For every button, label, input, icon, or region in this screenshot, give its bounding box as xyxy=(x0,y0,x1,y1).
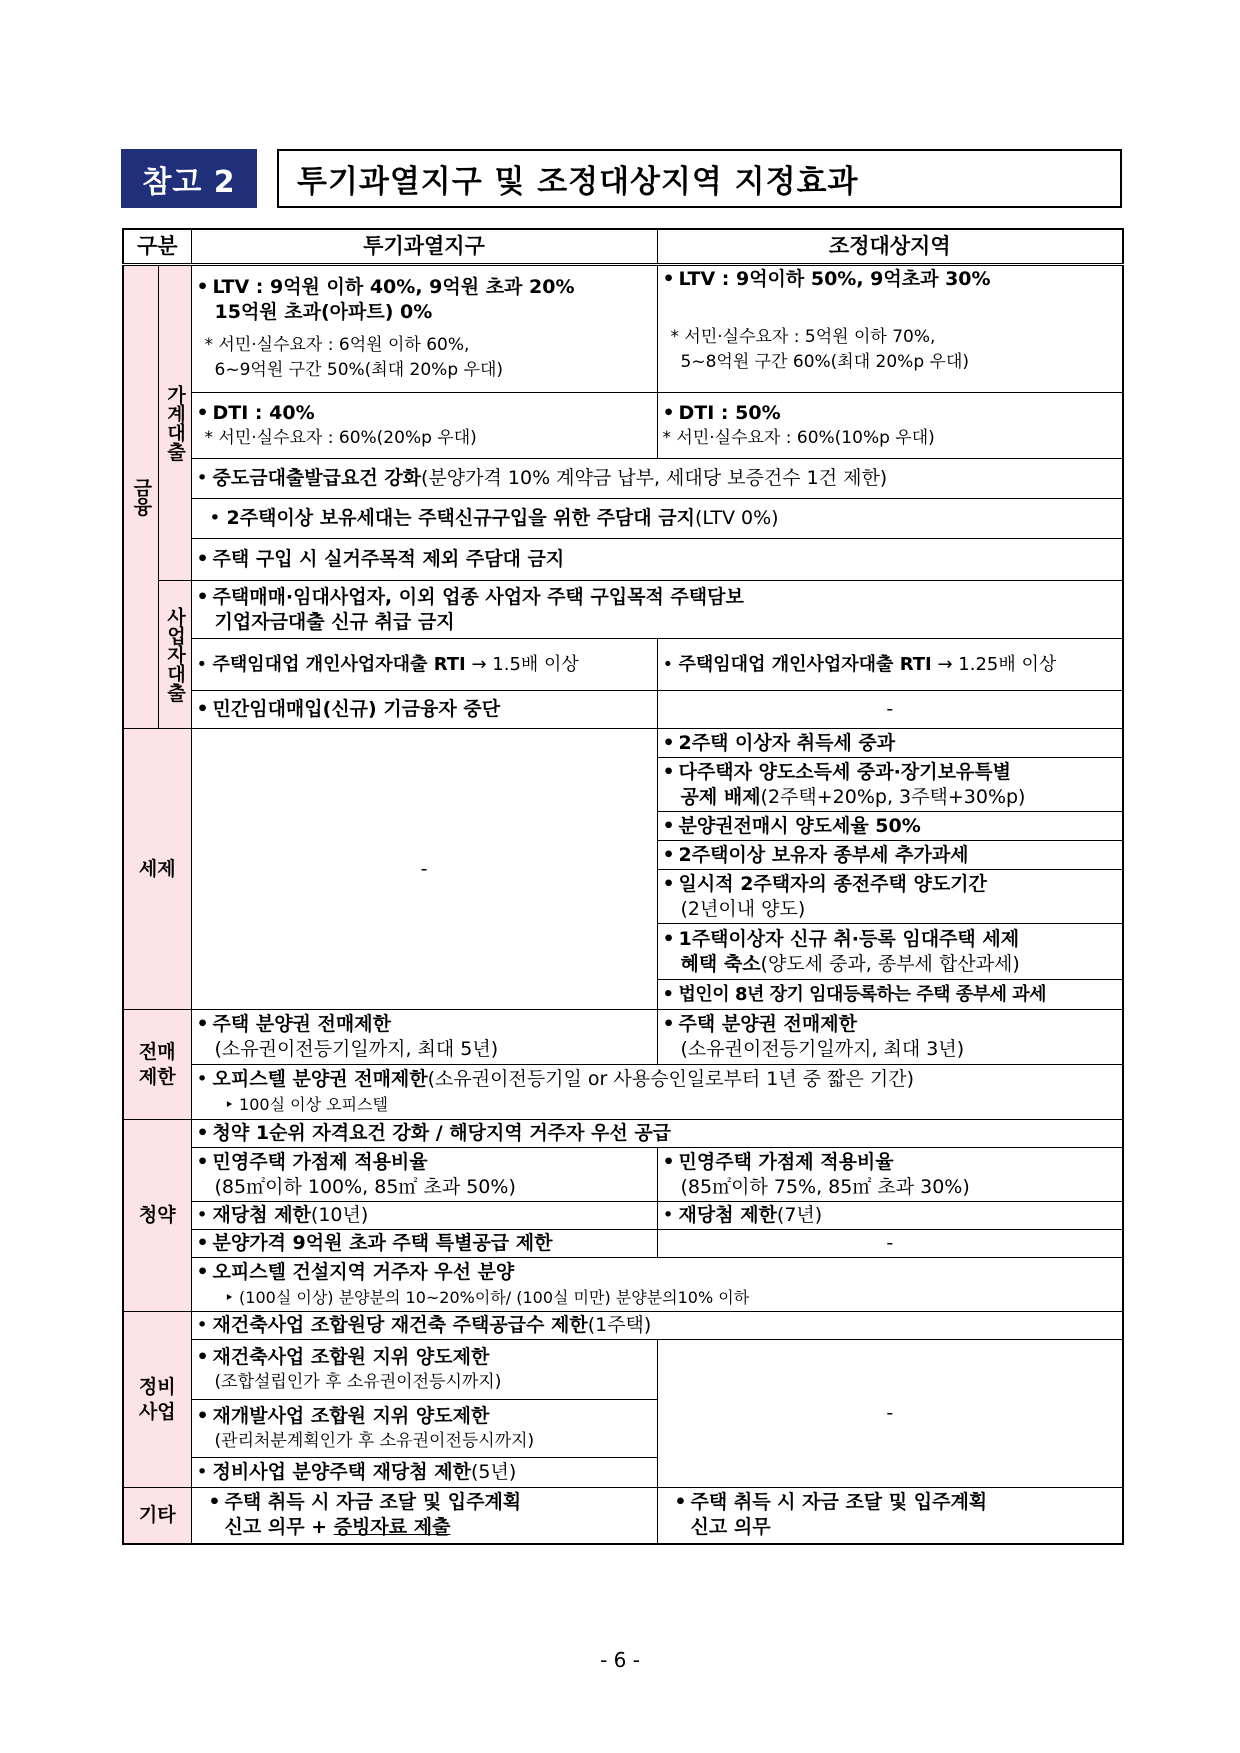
tax-item-2b: 공제 배제 xyxy=(680,785,761,808)
dti-overheated-cell: • DTI : 40% * 서민·실수요자 : 60%(20%p 우대) xyxy=(191,393,657,459)
etc-overheated-evidence: 증빙자료 제출 xyxy=(333,1516,451,1539)
designation-effects-table xyxy=(122,228,1124,1545)
ltv-overheated-note1: * 서민·실수요자 : 6억원 이하 60%, xyxy=(204,335,470,355)
table-row xyxy=(123,539,1123,581)
rebuild-supply-limit-detail: (1주택) xyxy=(587,1314,652,1336)
tax-item-6: 1주택이상자 신규 취·등록 임대주택 세제 xyxy=(678,927,1020,950)
residence-text: 주택 구입 시 실거주목적 제외 주담대 금지 xyxy=(212,548,565,570)
etc-adjusted: 주택 취득 시 자금 조달 및 입주계획 xyxy=(690,1491,988,1514)
private-rent-adjusted: - xyxy=(657,691,1123,729)
rti-adjusted-title: 주택임대업 개인사업자대출 RTI xyxy=(678,654,932,675)
maintenance-rewin-limit: 정비사업 분양주택 재당첨 제한 xyxy=(212,1461,471,1483)
rewin-overheated: 재당첨 제한 xyxy=(212,1204,311,1226)
tax-item: • 일시적 2주택자의 종전주택 양도기간 (2년이내 양도) xyxy=(657,870,1123,924)
two-house-cell: • 2주택이상 보유세대는 주택신규구입을 위한 주담대 금지(LTV 0%) xyxy=(191,499,1123,539)
tax-item-5-detail: (2년이내 양도) xyxy=(680,897,806,920)
table-header-row xyxy=(123,229,1123,265)
table-row xyxy=(123,1258,1123,1312)
tax-item: • 2주택이상 보유자 종부세 추가과세 xyxy=(657,841,1123,870)
point-system-overheated: 민영주택 가점제 적용비율 xyxy=(212,1150,428,1173)
table-row xyxy=(123,1065,1123,1120)
resale-overheated-detail: (소유권이전등기일까지, 최대 5년) xyxy=(214,1038,499,1060)
table-row xyxy=(123,1312,1123,1340)
table-row xyxy=(123,1230,1123,1258)
table-row xyxy=(123,459,1123,499)
rti-overheated-title: 주택임대업 개인사업자대출 RTI xyxy=(212,654,466,675)
dti-adjusted: DTI : 50% xyxy=(678,401,781,424)
officetel-priority: 오피스텔 건설지역 거주자 우선 분양 xyxy=(212,1260,515,1283)
tax-item: • 법인이 8년 장기 임대등록하는 주택 종부세 과세 xyxy=(657,980,1123,1010)
rewin-adjusted-years: (7년) xyxy=(776,1204,823,1226)
subcategory-business-loan: 사업자대출 xyxy=(158,581,191,729)
private-rent-text: 민간임대매입(신규) 기금융자 중단 xyxy=(212,698,501,720)
table-row xyxy=(123,1120,1123,1148)
table-row xyxy=(123,1148,1123,1202)
table-row xyxy=(123,639,1123,691)
maintenance-item: • 재건축사업 조합원당 재건축 주택공급수 제한(1주택) xyxy=(191,1312,1123,1340)
etc-adjusted-line2: 신고 의무 xyxy=(690,1516,771,1539)
tax-item: • 다주택자 양도소득세 중과·장기보유특별 공제 배제(2주택+20%p, 3주택+30%p) xyxy=(657,758,1123,812)
category-tax: 세제 xyxy=(123,729,191,1010)
ltv-adjusted-note1: * 서민·실수요자 : 5억원 이하 70%, xyxy=(670,327,936,347)
page-title: 투기과열지구 및 조정대상지역 지정효과 xyxy=(277,149,1122,208)
tax-item: • 분양권전매시 양도세율 50% xyxy=(657,812,1123,841)
rti-overheated-cell: • 주택임대업 개인사업자대출 RTI → 1.5배 이상 xyxy=(191,639,657,691)
maintenance-item: • 재개발사업 조합원 지위 양도제한 (관리처분계획인가 후 소유권이전등시까지) xyxy=(191,1400,657,1458)
tax-item-2-detail: (2주택+20%p, 3주택+30%p) xyxy=(760,785,1026,808)
category-resale-label: 전매제한 xyxy=(138,1040,176,1088)
rebuild-transfer-limit: 재건축사업 조합원 지위 양도제한 xyxy=(212,1345,490,1368)
resale-adjusted-detail: (소유권이전등기일까지, 최대 3년) xyxy=(680,1038,965,1060)
resale-adjusted: 주택 분양권 전매제한 xyxy=(678,1013,857,1035)
mid-loan-detail: (분양가격 10% 계약금 납부, 세대당 보증건수 1건 제한) xyxy=(421,467,888,489)
category-maintenance xyxy=(123,1312,191,1488)
officetel-priority-note: ‣ (100실 이상) 분양분의 10~20%이하/ (100실 미만) 분양분의10% 이하 xyxy=(224,1287,750,1307)
redevelop-transfer-limit: 재개발사업 조합원 지위 양도제한 xyxy=(212,1404,490,1427)
rebuild-supply-limit: 재건축사업 조합원당 재건축 주택공급수 제한 xyxy=(212,1314,588,1336)
subscription-item: • 청약 1순위 자격요건 강화 / 해당지역 거주자 우선 공급 xyxy=(191,1120,1123,1148)
maintenance-adjusted: - xyxy=(657,1340,1123,1488)
category-finance: 금융 xyxy=(123,265,158,729)
officetel-resale-note: ‣ 100실 이상 오피스텔 xyxy=(224,1095,388,1114)
officetel-resale-title: 오피스텔 분양권 전매제한 xyxy=(212,1068,428,1090)
maintenance-item: • 재건축사업 조합원 지위 양도제한 (조합설립인가 후 소유권이전등시까지) xyxy=(191,1340,657,1400)
tax-item-2: 다주택자 양도소득세 중과·장기보유특별 xyxy=(678,760,1011,783)
two-house-title: 2주택이상 보유세대는 주택신규구입을 위한 주담대 금지 xyxy=(226,507,695,529)
col-header-overheated: 투기과열지구 xyxy=(191,229,657,265)
category-resale xyxy=(123,1010,191,1120)
special-supply-adjusted: - xyxy=(657,1230,1123,1258)
resale-adjusted-cell: • 주택 분양권 전매제한 (소유권이전등기일까지, 최대 3년) xyxy=(657,1010,1123,1065)
residence-cell: • 주택 구입 시 실거주목적 제외 주담대 금지 xyxy=(191,539,1123,581)
private-rent-cell: • 민간임대매입(신규) 기금융자 중단 xyxy=(191,691,657,729)
subscription-item-1: 청약 1순위 자격요건 강화 / 해당지역 거주자 우선 공급 xyxy=(212,1122,672,1144)
tax-item: • 2주택 이상자 취득세 중과 xyxy=(657,729,1123,758)
tax-item-6-detail: (양도세 중과, 종부세 합산과세) xyxy=(760,952,1020,975)
tax-overheated: - xyxy=(191,729,657,1010)
category-maintenance-label: 정비사업 xyxy=(138,1375,176,1423)
subscription-item: • 민영주택 가점제 적용비율 (85㎡이하 100%, 85㎡ 초과 50%) xyxy=(191,1148,657,1202)
point-system-adjusted-detail: (85㎡이하 75%, 85㎡ 초과 30%) xyxy=(680,1175,970,1198)
category-subscription: 청약 xyxy=(123,1120,191,1312)
col-header-adjusted: 조정대상지역 xyxy=(657,229,1123,265)
etc-overheated-line2: 신고 의무 + xyxy=(224,1516,334,1539)
etc-overheated: 주택 취득 시 자금 조달 및 입주계획 xyxy=(224,1491,522,1514)
table-row xyxy=(123,581,1123,639)
table-row xyxy=(123,691,1123,729)
ltv-overheated-note2: 6~9억원 구간 50%(최대 20%p 우대) xyxy=(214,360,504,380)
biz-loan-cell: • 주택매매·임대사업자, 이외 업종 사업자 주택 구입목적 주택담보 기업자금대출 신규 취급 금지 xyxy=(191,581,1123,639)
table-row xyxy=(123,1488,1123,1544)
ltv-adjusted-cell: • LTV : 9억이하 50%, 9억초과 30% * 서민·실수요자 : 5억원 이하 70%, 5~8억원 구간 60%(최대 20%p 우대) xyxy=(657,265,1123,393)
two-house-detail: (LTV 0%) xyxy=(694,507,779,529)
table-row xyxy=(123,1340,1123,1400)
etc-adjusted-cell: • 주택 취득 시 자금 조달 및 입주계획 신고 의무 xyxy=(657,1488,1123,1544)
table-row xyxy=(123,393,1123,459)
col-header-category: 구분 xyxy=(123,229,191,265)
maintenance-item: • 정비사업 분양주택 재당첨 제한(5년) xyxy=(191,1458,657,1488)
rebuild-transfer-limit-detail: (조합설립인가 후 소유권이전등시까지) xyxy=(214,1371,502,1392)
tax-item: • 1주택이상자 신규 취·등록 임대주택 세제 혜택 축소(양도세 중과, 종부세 합산과세) xyxy=(657,924,1123,980)
subcategory-household-loan: 가계대출 xyxy=(158,265,191,581)
page-number: - 6 - xyxy=(600,1648,640,1672)
biz-loan-line2: 기업자금대출 신규 취급 금지 xyxy=(214,610,455,633)
dti-overheated: DTI : 40% xyxy=(212,401,315,424)
point-system-overheated-detail: (85㎡이하 100%, 85㎡ 초과 50%) xyxy=(214,1175,516,1198)
resale-overheated-cell: • 주택 분양권 전매제한 (소유권이전등기일까지, 최대 5년) xyxy=(191,1010,657,1065)
reference-tag: 참고 2 xyxy=(121,149,257,208)
subscription-item: • 민영주택 가점제 적용비율 (85㎡이하 75%, 85㎡ 초과 30%) xyxy=(657,1148,1123,1202)
redevelop-transfer-limit-detail: (관리처분계획인가 후 소유권이전등시까지) xyxy=(214,1430,535,1451)
tax-item-7: 법인이 8년 장기 임대등록하는 주택 종부세 과세 xyxy=(678,984,1047,1005)
table-row xyxy=(123,1010,1123,1065)
mid-loan-title: 중도금대출발급요건 강화 xyxy=(212,467,422,489)
tax-item-5: 일시적 2주택자의 종전주택 양도기간 xyxy=(678,872,987,895)
subscription-item: • 재당첨 제한(10년) xyxy=(191,1202,657,1230)
table-row xyxy=(123,729,1123,758)
dti-adjusted-cell: • DTI : 50% * 서민·실수요자 : 60%(10%p 우대) xyxy=(657,393,1123,459)
officetel-resale-cell: • 오피스텔 분양권 전매제한(소유권이전등기일 or 사용승인일로부터 1년 중 짧은 기간) ‣ 100실 이상 오피스텔 xyxy=(191,1065,1123,1120)
maintenance-rewin-limit-detail: (5년) xyxy=(470,1461,517,1483)
subscription-item: • 분양가격 9억원 초과 주택 특별공급 제한 xyxy=(191,1230,657,1258)
table-row xyxy=(123,1202,1123,1230)
special-supply-limit: 분양가격 9억원 초과 주택 특별공급 제한 xyxy=(212,1232,553,1254)
mid-loan-cell: • 중도금대출발급요건 강화(분양가격 10% 계약금 납부, 세대당 보증건수 1건 제한) xyxy=(191,459,1123,499)
rewin-adjusted: 재당첨 제한 xyxy=(678,1204,777,1226)
rewin-overheated-years: (10년) xyxy=(310,1204,369,1226)
ltv-overheated: LTV : 9억원 이하 40%, 9억원 초과 20% xyxy=(212,276,575,298)
resale-overheated: 주택 분양권 전매제한 xyxy=(212,1013,391,1035)
rti-adjusted-cell: • 주택임대업 개인사업자대출 RTI → 1.25배 이상 xyxy=(657,639,1123,691)
ltv-overheated-cell: • LTV : 9억원 이하 40%, 9억원 초과 20% 15억원 초과(아파트) 0% * 서민·실수요자 : 6억원 이하 60%, 6~9억원 구간 50%(최대 20%p 우대) xyxy=(191,265,657,393)
table-row xyxy=(123,499,1123,539)
tax-item-3: 분양권전매시 양도세율 50% xyxy=(678,814,921,837)
rti-adjusted-value: → 1.25배 이상 xyxy=(937,654,1057,675)
tax-item-4: 2주택이상 보유자 종부세 추가과세 xyxy=(678,843,969,866)
officetel-resale-detail: (소유권이전등기일 or 사용승인일로부터 1년 중 짧은 기간) xyxy=(427,1068,915,1090)
tax-item-1: 2주택 이상자 취득세 중과 xyxy=(678,731,896,754)
tax-item-6b: 혜택 축소 xyxy=(680,952,761,975)
dti-adjusted-note: * 서민·실수요자 : 60%(10%p 우대) xyxy=(662,427,935,448)
rti-overheated-value: → 1.5배 이상 xyxy=(471,654,579,675)
category-etc: 기타 xyxy=(123,1488,191,1544)
point-system-adjusted: 민영주택 가점제 적용비율 xyxy=(678,1150,894,1173)
etc-overheated-cell: • 주택 취득 시 자금 조달 및 입주계획 신고 의무 + 증빙자료 제출 xyxy=(191,1488,657,1544)
subscription-item: • 오피스텔 건설지역 거주자 우선 분양 ‣ (100실 이상) 분양분의 10~20%이하/ (100실 미만) 분양분의10% 이하 xyxy=(191,1258,1123,1312)
ltv-adjusted-note2: 5~8억원 구간 60%(최대 20%p 우대) xyxy=(680,352,970,372)
ltv-adjusted: LTV : 9억이하 50%, 9억초과 30% xyxy=(678,268,991,290)
table-row xyxy=(123,265,1123,393)
biz-loan-line1: 주택매매·임대사업자, 이외 업종 사업자 주택 구입목적 주택담보 xyxy=(212,585,744,608)
subscription-item: • 재당첨 제한(7년) xyxy=(657,1202,1123,1230)
ltv-overheated-line2: 15억원 초과(아파트) 0% xyxy=(214,301,433,323)
dti-overheated-note: * 서민·실수요자 : 60%(20%p 우대) xyxy=(204,427,477,448)
